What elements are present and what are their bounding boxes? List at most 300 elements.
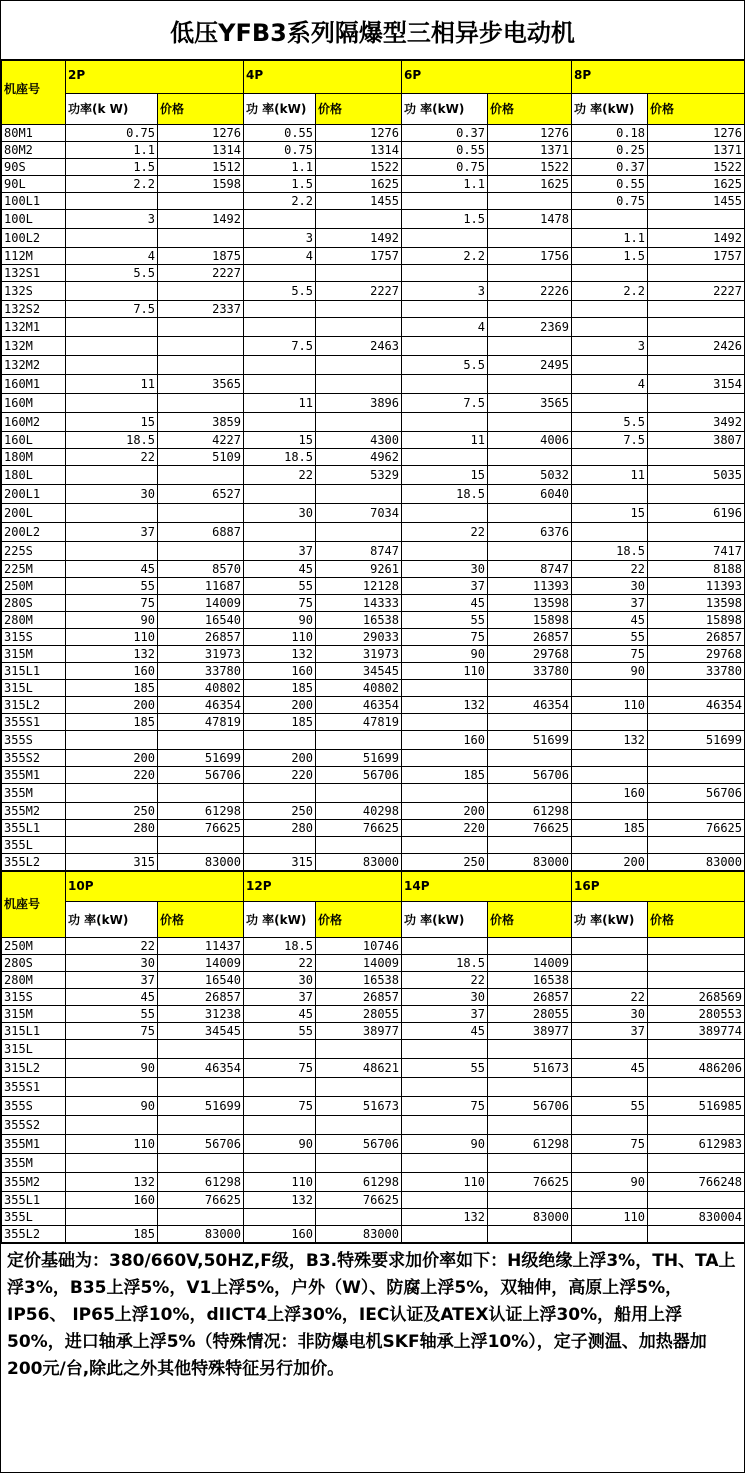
power-cell: 7.5 bbox=[572, 432, 648, 449]
power-cell: 55 bbox=[402, 1059, 488, 1078]
price-cell: 15898 bbox=[648, 612, 745, 629]
price-cell: 7034 bbox=[316, 504, 402, 523]
price-cell: 48621 bbox=[316, 1059, 402, 1078]
price-cell: 1314 bbox=[316, 142, 402, 159]
price-table-2p-8p bbox=[1, 60, 745, 871]
price-cell bbox=[316, 301, 402, 318]
table-row bbox=[2, 561, 745, 578]
frame-cell: 355S1 bbox=[2, 714, 66, 731]
power-cell: 110 bbox=[244, 629, 316, 646]
price-cell bbox=[158, 318, 244, 337]
price-cell: 11687 bbox=[158, 578, 244, 595]
power-cell bbox=[402, 375, 488, 394]
power-cell: 110 bbox=[572, 697, 648, 714]
price-cell: 83000 bbox=[648, 854, 745, 871]
frame-cell: 355M bbox=[2, 1154, 66, 1173]
frame-cell: 315L bbox=[2, 1040, 66, 1059]
table-row bbox=[2, 612, 745, 629]
power-cell: 1.1 bbox=[66, 142, 158, 159]
frame-cell: 315S bbox=[2, 989, 66, 1006]
price-cell: 51699 bbox=[158, 750, 244, 767]
power-cell bbox=[244, 1040, 316, 1059]
price-cell: 1314 bbox=[158, 142, 244, 159]
power-cell bbox=[572, 1040, 648, 1059]
power-cell bbox=[572, 265, 648, 282]
price-cell bbox=[316, 1154, 402, 1173]
power-cell: 0.18 bbox=[572, 125, 648, 142]
frame-cell: 315L1 bbox=[2, 1023, 66, 1040]
price-cell: 1598 bbox=[158, 176, 244, 193]
frame-cell: 112M bbox=[2, 248, 66, 265]
price-cell: 83000 bbox=[158, 1226, 244, 1243]
frame-cell: 225S bbox=[2, 542, 66, 561]
power-cell bbox=[244, 837, 316, 854]
power-cell: 55 bbox=[66, 1006, 158, 1023]
table-row bbox=[2, 375, 745, 394]
price-cell bbox=[158, 1209, 244, 1226]
price-cell bbox=[648, 1226, 745, 1243]
price-cell: 83000 bbox=[158, 854, 244, 871]
power-cell: 185 bbox=[66, 714, 158, 731]
price-cell: 56706 bbox=[316, 1135, 402, 1154]
power-cell: 160 bbox=[402, 731, 488, 750]
power-cell bbox=[66, 193, 158, 210]
frame-cell: 132S bbox=[2, 282, 66, 301]
price-cell: 16540 bbox=[158, 972, 244, 989]
power-cell: 200 bbox=[402, 803, 488, 820]
price-cell: 4962 bbox=[316, 449, 402, 466]
power-cell: 220 bbox=[244, 767, 316, 784]
power-cell bbox=[402, 1116, 488, 1135]
price-cell bbox=[648, 938, 745, 955]
power-cell: 280 bbox=[66, 820, 158, 837]
power-cell bbox=[572, 680, 648, 697]
table-row bbox=[2, 989, 745, 1006]
power-cell bbox=[572, 485, 648, 504]
table-row bbox=[2, 854, 745, 871]
price-header: 价格 bbox=[648, 902, 745, 938]
power-cell: 5.5 bbox=[66, 265, 158, 282]
frame-cell: 355M1 bbox=[2, 767, 66, 784]
power-cell bbox=[402, 1154, 488, 1173]
price-cell bbox=[316, 837, 402, 854]
price-cell: 1522 bbox=[316, 159, 402, 176]
power-cell: 75 bbox=[244, 1059, 316, 1078]
power-cell bbox=[66, 466, 158, 485]
power-cell: 0.37 bbox=[572, 159, 648, 176]
price-cell bbox=[158, 504, 244, 523]
frame-cell: 355M bbox=[2, 784, 66, 803]
power-cell: 75 bbox=[402, 1097, 488, 1116]
frame-cell: 355L1 bbox=[2, 1192, 66, 1209]
price-cell bbox=[316, 523, 402, 542]
price-cell bbox=[488, 265, 572, 282]
price-cell: 29768 bbox=[648, 646, 745, 663]
pole-header-10p: 10P bbox=[66, 872, 244, 902]
price-cell: 2227 bbox=[158, 265, 244, 282]
frame-cell: 315L2 bbox=[2, 1059, 66, 1078]
power-cell: 1.5 bbox=[572, 248, 648, 265]
power-cell bbox=[66, 504, 158, 523]
frame-cell: 315S bbox=[2, 629, 66, 646]
price-cell: 389774 bbox=[648, 1023, 745, 1040]
table-row bbox=[2, 1192, 745, 1209]
table-row bbox=[2, 337, 745, 356]
power-cell bbox=[572, 1078, 648, 1097]
price-cell: 26857 bbox=[158, 629, 244, 646]
table-row bbox=[2, 210, 745, 229]
power-cell: 7.5 bbox=[402, 394, 488, 413]
price-cell bbox=[158, 731, 244, 750]
price-cell bbox=[316, 485, 402, 504]
table-row bbox=[2, 466, 745, 485]
price-cell bbox=[316, 356, 402, 375]
price-cell: 11393 bbox=[488, 578, 572, 595]
power-cell: 0.25 bbox=[572, 142, 648, 159]
power-cell bbox=[244, 356, 316, 375]
price-cell: 8570 bbox=[158, 561, 244, 578]
power-cell bbox=[572, 1116, 648, 1135]
price-cell bbox=[648, 394, 745, 413]
price-cell bbox=[648, 301, 745, 318]
price-cell: 4300 bbox=[316, 432, 402, 449]
table-row bbox=[2, 1135, 745, 1154]
price-cell bbox=[648, 449, 745, 466]
power-cell bbox=[66, 542, 158, 561]
power-cell bbox=[402, 265, 488, 282]
power-cell: 110 bbox=[66, 1135, 158, 1154]
power-cell: 90 bbox=[244, 1135, 316, 1154]
power-cell: 132 bbox=[244, 1192, 316, 1209]
frame-cell: 160L bbox=[2, 432, 66, 449]
power-cell: 110 bbox=[66, 629, 158, 646]
power-header: 功 率(kW) bbox=[244, 94, 316, 125]
power-cell: 75 bbox=[244, 1097, 316, 1116]
table-row bbox=[2, 697, 745, 714]
price-cell: 516985 bbox=[648, 1097, 745, 1116]
power-cell bbox=[244, 1116, 316, 1135]
price-header: 价格 bbox=[648, 94, 745, 125]
price-cell bbox=[158, 542, 244, 561]
power-cell: 110 bbox=[244, 1173, 316, 1192]
power-cell: 132 bbox=[402, 697, 488, 714]
price-cell bbox=[488, 1226, 572, 1243]
power-cell bbox=[66, 356, 158, 375]
power-cell bbox=[402, 337, 488, 356]
power-cell: 4 bbox=[66, 248, 158, 265]
power-cell bbox=[572, 972, 648, 989]
price-cell: 1276 bbox=[316, 125, 402, 142]
power-cell bbox=[66, 318, 158, 337]
power-cell: 55 bbox=[402, 612, 488, 629]
price-cell bbox=[316, 1078, 402, 1097]
power-cell bbox=[402, 714, 488, 731]
price-cell: 76625 bbox=[488, 820, 572, 837]
price-cell: 26857 bbox=[488, 629, 572, 646]
price-cell: 7417 bbox=[648, 542, 745, 561]
price-cell: 28055 bbox=[488, 1006, 572, 1023]
price-cell: 29033 bbox=[316, 629, 402, 646]
power-cell: 185 bbox=[244, 680, 316, 697]
power-cell: 132 bbox=[66, 1173, 158, 1192]
price-cell: 83000 bbox=[488, 1209, 572, 1226]
frame-cell: 355S2 bbox=[2, 750, 66, 767]
power-cell: 55 bbox=[244, 1023, 316, 1040]
table-row bbox=[2, 1226, 745, 1243]
price-cell bbox=[648, 972, 745, 989]
price-cell bbox=[488, 413, 572, 432]
table-row bbox=[2, 1059, 745, 1078]
power-cell bbox=[572, 210, 648, 229]
price-cell: 26857 bbox=[488, 989, 572, 1006]
table-row bbox=[2, 663, 745, 680]
power-cell: 0.75 bbox=[572, 193, 648, 210]
pole-header-4p: 4P bbox=[244, 61, 402, 94]
price-cell: 16538 bbox=[316, 612, 402, 629]
power-cell bbox=[572, 523, 648, 542]
price-cell bbox=[488, 375, 572, 394]
price-cell: 766248 bbox=[648, 1173, 745, 1192]
power-cell: 75 bbox=[66, 1023, 158, 1040]
power-cell: 5.5 bbox=[572, 413, 648, 432]
price-cell: 3896 bbox=[316, 394, 402, 413]
price-cell bbox=[488, 1154, 572, 1173]
power-cell bbox=[244, 523, 316, 542]
price-cell: 5109 bbox=[158, 449, 244, 466]
power-cell bbox=[66, 784, 158, 803]
power-cell: 55 bbox=[572, 629, 648, 646]
price-cell: 33780 bbox=[488, 663, 572, 680]
frame-cell: 132M bbox=[2, 337, 66, 356]
price-header: 价格 bbox=[488, 94, 572, 125]
power-cell bbox=[244, 210, 316, 229]
price-cell: 56706 bbox=[158, 767, 244, 784]
frame-cell: 355L bbox=[2, 837, 66, 854]
price-cell bbox=[488, 1040, 572, 1059]
power-cell bbox=[244, 265, 316, 282]
table-row bbox=[2, 680, 745, 697]
price-cell bbox=[648, 1116, 745, 1135]
price-cell: 5035 bbox=[648, 466, 745, 485]
power-cell bbox=[572, 938, 648, 955]
price-cell: 46354 bbox=[316, 697, 402, 714]
power-cell bbox=[572, 301, 648, 318]
price-cell: 3807 bbox=[648, 432, 745, 449]
frame-cell: 200L2 bbox=[2, 523, 66, 542]
price-cell: 2337 bbox=[158, 301, 244, 318]
price-cell: 6196 bbox=[648, 504, 745, 523]
price-cell bbox=[648, 356, 745, 375]
power-cell bbox=[402, 1040, 488, 1059]
price-cell: 38977 bbox=[316, 1023, 402, 1040]
frame-cell: 132M1 bbox=[2, 318, 66, 337]
price-cell: 16538 bbox=[316, 972, 402, 989]
pole-header-6p: 6P bbox=[402, 61, 572, 94]
price-cell: 76625 bbox=[316, 1192, 402, 1209]
price-cell: 1757 bbox=[648, 248, 745, 265]
table-row bbox=[2, 176, 745, 193]
price-cell: 3565 bbox=[488, 394, 572, 413]
power-cell: 7.5 bbox=[66, 301, 158, 318]
price-cell: 1478 bbox=[488, 210, 572, 229]
power-cell: 75 bbox=[572, 1135, 648, 1154]
price-cell: 1371 bbox=[488, 142, 572, 159]
power-cell: 37 bbox=[572, 1023, 648, 1040]
power-cell: 37 bbox=[66, 972, 158, 989]
price-cell bbox=[316, 1209, 402, 1226]
power-cell bbox=[402, 784, 488, 803]
price-cell: 8747 bbox=[316, 542, 402, 561]
power-cell: 132 bbox=[402, 1209, 488, 1226]
power-cell: 0.75 bbox=[402, 159, 488, 176]
table-row bbox=[2, 542, 745, 561]
price-cell: 2495 bbox=[488, 356, 572, 375]
price-cell bbox=[648, 523, 745, 542]
price-cell bbox=[488, 750, 572, 767]
price-cell bbox=[488, 337, 572, 356]
power-header: 功 率(kW) bbox=[244, 902, 316, 938]
power-cell: 2.2 bbox=[402, 248, 488, 265]
price-cell: 2227 bbox=[316, 282, 402, 301]
power-cell: 160 bbox=[66, 1192, 158, 1209]
power-cell bbox=[572, 1226, 648, 1243]
power-cell bbox=[66, 1154, 158, 1173]
price-cell: 5032 bbox=[488, 466, 572, 485]
frame-cell: 132M2 bbox=[2, 356, 66, 375]
page-title: 低压YFB3系列隔爆型三相异步电动机 bbox=[1, 1, 744, 60]
power-cell bbox=[402, 680, 488, 697]
price-cell: 9261 bbox=[316, 561, 402, 578]
power-cell bbox=[402, 1192, 488, 1209]
power-cell: 45 bbox=[572, 1059, 648, 1078]
frame-cell: 250M bbox=[2, 938, 66, 955]
price-cell: 8747 bbox=[488, 561, 572, 578]
power-cell: 5.5 bbox=[402, 356, 488, 375]
price-cell: 34545 bbox=[316, 663, 402, 680]
price-cell: 1625 bbox=[488, 176, 572, 193]
table-row bbox=[2, 1173, 745, 1192]
power-cell bbox=[66, 1116, 158, 1135]
power-cell: 280 bbox=[244, 820, 316, 837]
price-cell: 280553 bbox=[648, 1006, 745, 1023]
power-cell: 132 bbox=[244, 646, 316, 663]
power-cell bbox=[66, 337, 158, 356]
power-cell: 90 bbox=[66, 1097, 158, 1116]
price-cell: 83000 bbox=[488, 854, 572, 871]
price-cell bbox=[488, 229, 572, 248]
price-cell: 61298 bbox=[158, 1173, 244, 1192]
price-cell: 16538 bbox=[488, 972, 572, 989]
price-table-10p-16p-body bbox=[2, 872, 745, 1243]
power-cell: 30 bbox=[244, 504, 316, 523]
power-cell: 30 bbox=[402, 989, 488, 1006]
price-cell: 3154 bbox=[648, 375, 745, 394]
frame-cell: 355L2 bbox=[2, 1226, 66, 1243]
power-cell bbox=[402, 504, 488, 523]
power-cell: 18.5 bbox=[572, 542, 648, 561]
power-cell: 1.1 bbox=[402, 176, 488, 193]
power-cell: 0.37 bbox=[402, 125, 488, 142]
table-row bbox=[2, 1154, 745, 1173]
power-cell bbox=[572, 714, 648, 731]
power-cell: 22 bbox=[244, 955, 316, 972]
price-cell bbox=[648, 803, 745, 820]
price-cell: 11393 bbox=[648, 578, 745, 595]
frame-cell: 90S bbox=[2, 159, 66, 176]
pole-header-16p: 16P bbox=[572, 872, 745, 902]
price-cell: 46354 bbox=[158, 697, 244, 714]
power-cell: 18.5 bbox=[402, 485, 488, 504]
table-row bbox=[2, 1023, 745, 1040]
price-cell bbox=[316, 210, 402, 229]
power-cell: 1.5 bbox=[244, 176, 316, 193]
power-cell: 45 bbox=[244, 1006, 316, 1023]
table-row bbox=[2, 523, 745, 542]
price-cell: 2369 bbox=[488, 318, 572, 337]
frame-cell: 315L2 bbox=[2, 697, 66, 714]
frame-cell: 160M bbox=[2, 394, 66, 413]
power-cell: 37 bbox=[402, 1006, 488, 1023]
price-cell: 14009 bbox=[158, 955, 244, 972]
power-cell bbox=[402, 413, 488, 432]
table-row bbox=[2, 248, 745, 265]
price-cell bbox=[316, 784, 402, 803]
frame-cell: 355S1 bbox=[2, 1078, 66, 1097]
price-cell: 2227 bbox=[648, 282, 745, 301]
power-cell: 22 bbox=[572, 561, 648, 578]
price-cell: 1371 bbox=[648, 142, 745, 159]
price-cell bbox=[648, 1154, 745, 1173]
power-cell bbox=[572, 449, 648, 466]
price-cell bbox=[158, 282, 244, 301]
price-cell: 3492 bbox=[648, 413, 745, 432]
frame-cell: 355M2 bbox=[2, 803, 66, 820]
price-cell: 56706 bbox=[648, 784, 745, 803]
power-cell: 55 bbox=[244, 578, 316, 595]
power-cell: 90 bbox=[572, 1173, 648, 1192]
price-cell bbox=[488, 680, 572, 697]
power-cell: 45 bbox=[402, 1023, 488, 1040]
price-cell: 31973 bbox=[158, 646, 244, 663]
power-cell: 15 bbox=[402, 466, 488, 485]
power-header: 功 率(kW) bbox=[66, 902, 158, 938]
power-cell bbox=[402, 301, 488, 318]
frame-cell: 250M bbox=[2, 578, 66, 595]
power-cell: 90 bbox=[66, 1059, 158, 1078]
power-cell: 15 bbox=[244, 432, 316, 449]
power-cell: 0.55 bbox=[244, 125, 316, 142]
power-cell: 250 bbox=[244, 803, 316, 820]
frame-cell: 355L bbox=[2, 1209, 66, 1226]
power-cell: 5.5 bbox=[244, 282, 316, 301]
power-cell bbox=[66, 731, 158, 750]
power-cell: 4 bbox=[244, 248, 316, 265]
price-header: 价格 bbox=[488, 902, 572, 938]
table-row bbox=[2, 265, 745, 282]
power-cell: 30 bbox=[402, 561, 488, 578]
pole-header-14p: 14P bbox=[402, 872, 572, 902]
power-cell: 185 bbox=[244, 714, 316, 731]
price-cell: 8188 bbox=[648, 561, 745, 578]
power-cell: 185 bbox=[66, 680, 158, 697]
price-cell: 3859 bbox=[158, 413, 244, 432]
power-cell bbox=[572, 318, 648, 337]
table-row bbox=[2, 972, 745, 989]
power-cell bbox=[572, 955, 648, 972]
table-row bbox=[2, 837, 745, 854]
power-cell: 90 bbox=[402, 646, 488, 663]
power-cell: 110 bbox=[402, 663, 488, 680]
